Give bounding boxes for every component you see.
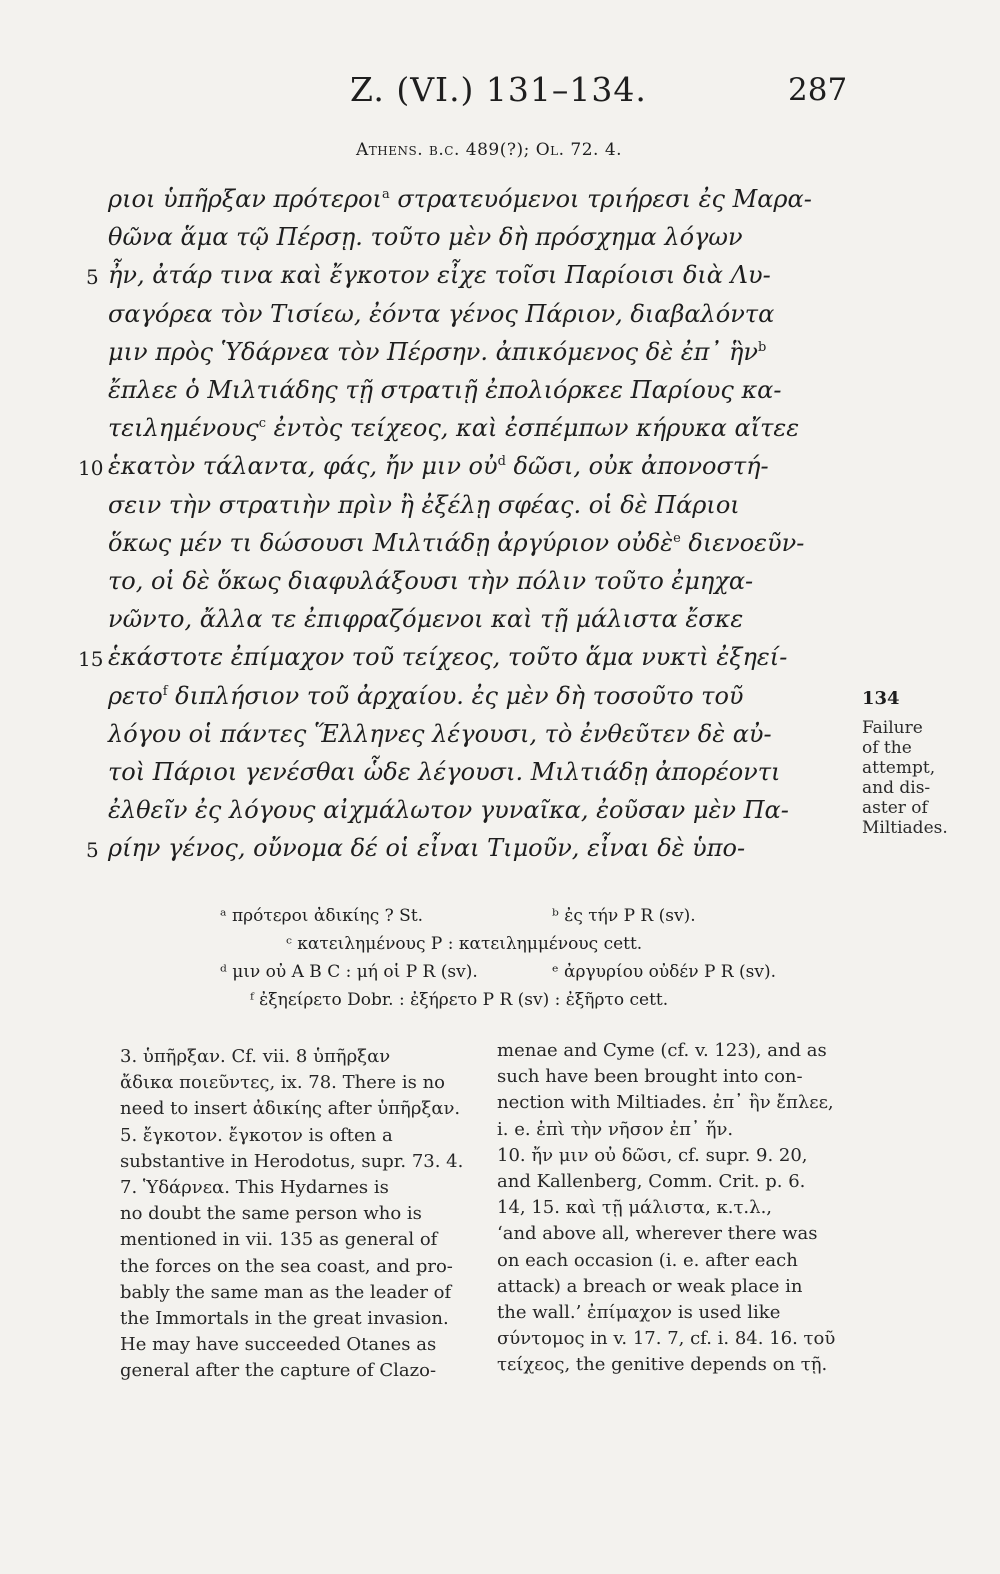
greek-line: ἑκατὸν τάλαντα, φάς, ἤν μιν οὐ$^d$ δῶσι, οὐκ ἀπονοστή- xyxy=(108,452,769,481)
subtitle-athens: Athens. xyxy=(356,140,424,160)
greek-line: ἐλθεῖν ἐς λόγους αἰχμάλωτον γυναῖκα, ἐοῦσαν μὲν Πα- xyxy=(108,796,789,825)
greek-line: ρετο$^f$ διπλήσιον τοῦ ἀρχαίου. ἐς μὲν δὴ τοσοῦτο τοῦ xyxy=(108,681,744,710)
running-subtitle xyxy=(356,140,622,160)
commentary-line: no doubt the same person who is xyxy=(120,1203,422,1225)
line-number: 10 xyxy=(78,456,104,481)
apparatus-note: ᶜ κατειλημένους P : κατειλημμένους cett. xyxy=(286,934,643,954)
greek-line: λόγου οἱ πάντες Ἕλληνες λέγουσι, τὸ ἐνθεῦτεν δὲ αὐ- xyxy=(108,719,772,748)
commentary-line: σύντομος in v. 17. 7, cf. i. 84. 16. τοῦ xyxy=(497,1328,836,1350)
footnote-marker: e xyxy=(673,530,681,546)
running-title: Z. (VI.) 131–134. xyxy=(350,70,647,109)
greek-line: ρίην γένος, οὔνομα δέ οἱ εἶναι Τιμοῦν, εἶναι δὲ ὑπο- xyxy=(108,834,746,863)
greek-line: ὅκως μέν τι δώσουσι Μιλτιάδῃ ἀργύριον οὐδὲ$^e$ διενοεῦν- xyxy=(108,528,805,557)
margin-note-line: Miltiades. xyxy=(862,818,948,838)
footnote-marker: d xyxy=(497,454,506,470)
apparatus-note: ᵉ ἀργυρίου οὐδέν P R (sv). xyxy=(552,962,776,982)
commentary-line: ‘and above all, wherever there was xyxy=(497,1223,818,1245)
commentary-line: 14, 15. καὶ τῇ μάλιστα, κ.τ.λ., xyxy=(497,1197,773,1219)
footnote-marker: f xyxy=(162,683,168,699)
greek-line: το, οἱ δὲ ὅκως διαφυλάξουσι τὴν πόλιν τοῦτο ἐμηχα- xyxy=(108,567,754,595)
greek-line: ἑκάστοτε ἐπίμαχον τοῦ τείχεος, τοῦτο ἅμα νυκτὶ ἐξηεί- xyxy=(108,643,788,672)
commentary-line: substantive in Herodotus, supr. 73. 4. xyxy=(120,1150,464,1172)
margin-note-line: of the xyxy=(862,738,912,758)
commentary-line: on each occasion (i. e. after each xyxy=(497,1249,798,1271)
commentary-line: such have been brought into con- xyxy=(497,1066,803,1088)
commentary-line: He may have succeeded Otanes as xyxy=(120,1334,437,1356)
commentary-line: and Kallenberg, Comm. Crit. p. 6. xyxy=(497,1171,806,1192)
line-number: 5 xyxy=(86,265,99,290)
margin-note-line: Failure xyxy=(862,718,923,738)
margin-section-number: 134 xyxy=(862,688,900,709)
greek-line: σειν τὴν στρατιὴν πρὶν ἢ ἐξέλῃ σφέας. οἱ δὲ Πάριοι xyxy=(108,490,740,519)
greek-line: τοὶ Πάριοι γενέσθαι ὧδε λέγουσι. Μιλτιάδῃ ἀπορέοντι xyxy=(108,758,781,786)
greek-line: σαγόρεα τὸν Τισίεω, ἐόντα γένος Πάριον, διαβαλόντα xyxy=(108,299,775,328)
margin-note-line: and dis- xyxy=(862,778,931,798)
line-number: 5 xyxy=(86,838,99,863)
footnote-marker: c xyxy=(258,416,266,432)
line-number: 15 xyxy=(78,647,104,672)
margin-note-line: attempt, xyxy=(862,758,936,778)
greek-line: νῶντο, ἄλλα τε ἐπιφραζόμενοι καὶ τῇ μάλιστα ἔσκε xyxy=(108,605,744,634)
commentary-line: 10. ἤν μιν οὐ δῶσι, cf. supr. 9. 20, xyxy=(497,1144,808,1166)
greek-line: ἦν, ἀτάρ τινα καὶ ἔγκοτον εἶχε τοῖσι Παρίοισι διὰ Λυ- xyxy=(108,261,771,290)
apparatus-note: ᵃ πρότεροι ἀδικίης ? St. xyxy=(220,906,424,926)
commentary-line: τείχεος, the genitive depends on τῇ. xyxy=(497,1354,828,1376)
margin-note-line: aster of xyxy=(862,798,928,818)
commentary-line: 3. ὑπῆρξαν. Cf. vii. 8 ὑπῆρξαν xyxy=(120,1046,391,1067)
footnote-marker: a xyxy=(381,187,390,202)
commentary-line: nection with Miltiades. ἐπ᾽ ἣν ἔπλεε, xyxy=(497,1092,834,1114)
commentary-line: menae and Cyme (cf. v. 123), and as xyxy=(497,1040,827,1061)
commentary-line: the Immortals in the great invasion. xyxy=(120,1308,449,1329)
commentary-line: need to insert ἀδικίης after ὑπῆρξαν. xyxy=(120,1098,461,1120)
commentary-line: i. e. ἐπὶ τὴν νῆσον ἐπ᾽ ἥν. xyxy=(497,1118,734,1140)
commentary-line: 7. Ὑδάρνεα. This Hydarnes is xyxy=(120,1177,389,1198)
commentary-line: the forces on the sea coast, and pro- xyxy=(120,1255,453,1277)
footnote-marker: b xyxy=(757,339,767,355)
greek-line: θῶνα ἅμα τῷ Πέρσῃ. τοῦτο μὲν δὴ πρόσχημα λόγων xyxy=(108,223,743,252)
greek-line: μιν πρὸς Ὑδάρνεα τὸν Πέρσην. ἀπικόμενος δὲ ἐπ᾽ ἣν$^b$ xyxy=(108,337,767,366)
page-number: 287 xyxy=(788,72,848,108)
apparatus-note: ᵇ ἐς τήν P R (sv). xyxy=(552,906,696,926)
greek-line: τειλημένους$^c$ ἐντὸς τείχεος, καὶ ἐσπέμπων κήρυκα αἴτεε xyxy=(108,414,800,443)
greek-line: ριοι ὑπῆρξαν πρότεροι$^a$ στρατευόμενοι τριήρεσι ἐς Μαρα- xyxy=(108,185,812,213)
commentary-line: 5. ἔγκοτον. ἔγκοτον is often a xyxy=(120,1124,393,1146)
commentary-line: ἄδικα ποιεῦντες, ix. 78. There is no xyxy=(120,1072,445,1094)
subtitle-date: b.c. 489(?); Ol. 72. 4. xyxy=(429,140,623,160)
apparatus-note: ᵈ μιν οὐ A B C : μή οἱ P R (sv). xyxy=(220,962,478,982)
commentary-line: mentioned in vii. 135 as general of xyxy=(120,1229,438,1251)
commentary-line: attack) a breach or weak place in xyxy=(497,1275,803,1297)
commentary-line: bably the same man as the leader of xyxy=(120,1281,452,1303)
apparatus-note: ᶠ ἐξηείρετο Dobr. : ἐξήρετο P R (sv) : ἐξῆρτο cett. xyxy=(250,990,669,1010)
greek-line: ἔπλεε ὁ Μιλτιάδης τῇ στρατιῇ ἐπολιόρκεε Παρίους κα- xyxy=(108,376,782,404)
commentary-line: the wall.’ ἐπίμαχον is used like xyxy=(497,1302,781,1323)
commentary-line: general after the capture of Clazo- xyxy=(120,1360,437,1382)
